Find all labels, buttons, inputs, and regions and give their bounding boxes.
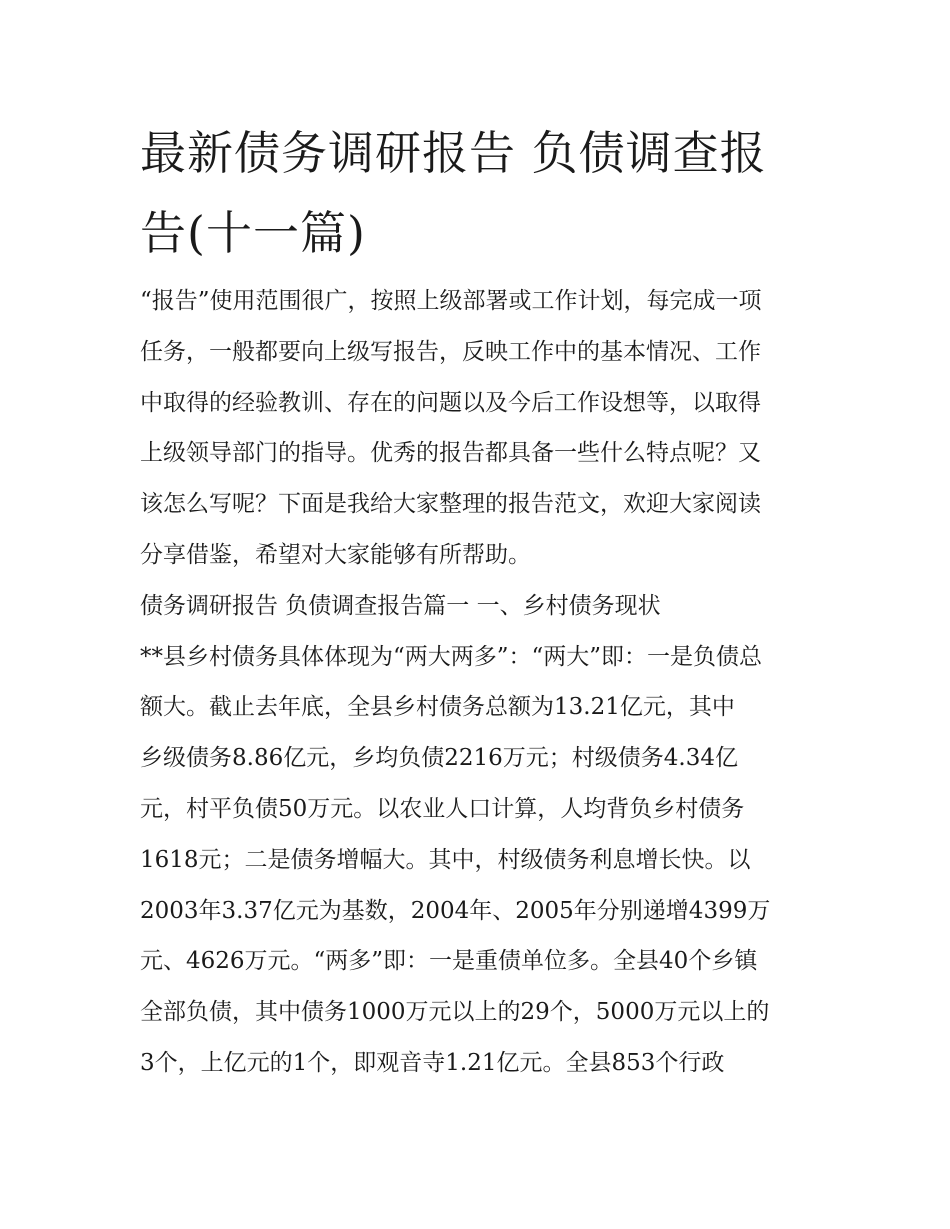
title-line: 告(十一篇)	[140, 206, 366, 260]
body-line: 乡级债务8.86亿元，乡均负债2216万元；村级债务4.34亿	[140, 745, 738, 772]
body-line: 中取得的经验教训、存在的问题以及今后工作设想等，以取得	[140, 389, 761, 416]
body-line: 元、4626万元。“两多”即：一是重债单位多。全县40个乡镇	[140, 948, 758, 975]
body-line: 上级领导部门的指导。优秀的报告都具备一些什么特点呢？又	[140, 440, 761, 467]
body-line: “报告”使用范围很广，按照上级部署或工作计划，每完成一项	[140, 288, 762, 314]
title-line: 最新债务调研报告 负债调查报	[140, 126, 767, 180]
document-title	[140, 113, 820, 273]
body-line: 该怎么写呢？下面是我给大家整理的报告范文，欢迎大家阅读	[140, 491, 761, 518]
body-line: 3个，上亿元的1个，即观音寺1.21亿元。全县853个行政	[140, 1049, 725, 1076]
body-line: **县乡村债务具体体现为“两大两多”：“两大”即：一是负债总	[140, 643, 763, 670]
body-line: 1618元；二是债务增幅大。其中，村级债务利息增长快。以	[140, 846, 751, 873]
body-line: 元，村平负债50万元。以农业人口计算，人均背负乡村债务	[140, 795, 745, 822]
body-line: 2003年3.37亿元为基数，2004年、2005年分别递增4399万	[140, 897, 771, 924]
body-line: 任务，一般都要向上级写报告，反映工作中的基本情况、工作	[140, 338, 761, 365]
body-line: 额大。截止去年底，全县乡村债务总额为13.21亿元，其中	[140, 694, 735, 721]
body-line: 全部负债，其中债务1000万元以上的29个，5000万元以上的	[140, 999, 770, 1026]
body-line: 分享借鉴，希望对大家能够有所帮助。	[140, 541, 531, 568]
section-heading: 债务调研报告 负债调查报告篇一 一、乡村债务现状	[140, 592, 661, 619]
document-body	[140, 276, 830, 1089]
